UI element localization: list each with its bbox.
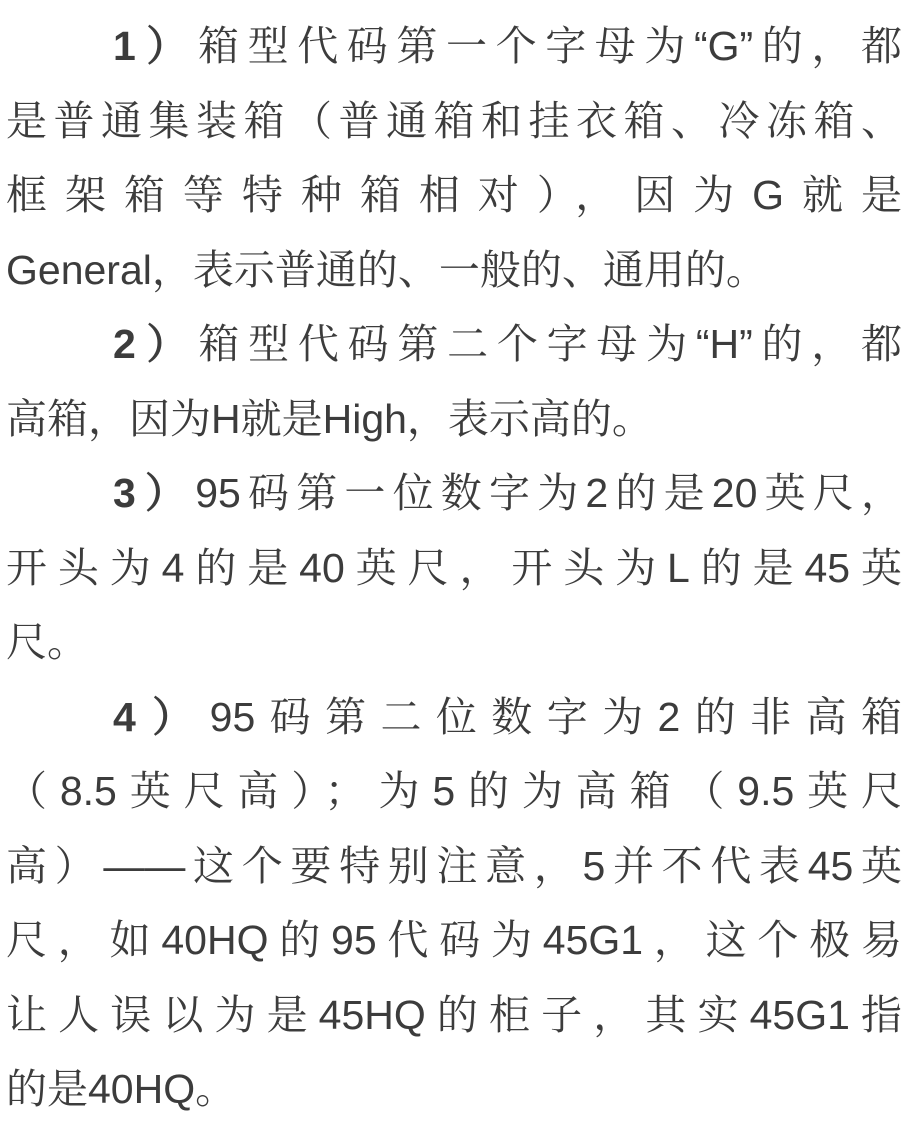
text-line: 的是40HQ。 xyxy=(6,1066,237,1112)
text-line: 开头为4的是40英尺，开头为L的是45英 xyxy=(6,544,902,591)
text-line: 高）——这个要特别注意，5并不代表45英 xyxy=(6,842,902,889)
text-line: 让人误以为是45HQ的柜子，其实45G1指 xyxy=(6,991,902,1038)
paragraph xyxy=(6,307,902,456)
text-line: 2）箱型代码第二个字母为“H”的，都 xyxy=(113,321,902,367)
text-line: 4）95码第二位数字为2的非高箱 xyxy=(113,693,902,740)
text-line: 是普通集装箱（普通箱和挂衣箱、冷冻箱、 xyxy=(6,97,902,144)
paragraph-number: 3） xyxy=(113,470,196,516)
text-line: General，表示普通的、一般的、通用的。 xyxy=(6,246,767,293)
paragraph-number: 1） xyxy=(113,23,199,69)
paragraph xyxy=(6,9,902,307)
text-line: 3）95码第一位数字为2的是20英尺， xyxy=(113,470,902,516)
paragraph xyxy=(6,456,902,680)
text-line: （8.5英尺高）；为5的为高箱（9.5英尺 xyxy=(6,768,902,814)
text-line: 尺。 xyxy=(6,619,88,665)
paragraph xyxy=(6,680,902,1127)
text-line: 1）箱型代码第一个字母为“G”的，都 xyxy=(113,23,902,69)
paragraph-number: 2） xyxy=(113,321,199,367)
text-line: 高箱，因为H就是High，表示高的。 xyxy=(6,395,653,442)
text-line: 尺，如40HQ的95代码为45G1，这个极易 xyxy=(6,917,902,963)
text-line: 框架箱等特种箱相对），因为G就是 xyxy=(6,172,902,218)
paragraph-number: 4） xyxy=(113,693,210,740)
